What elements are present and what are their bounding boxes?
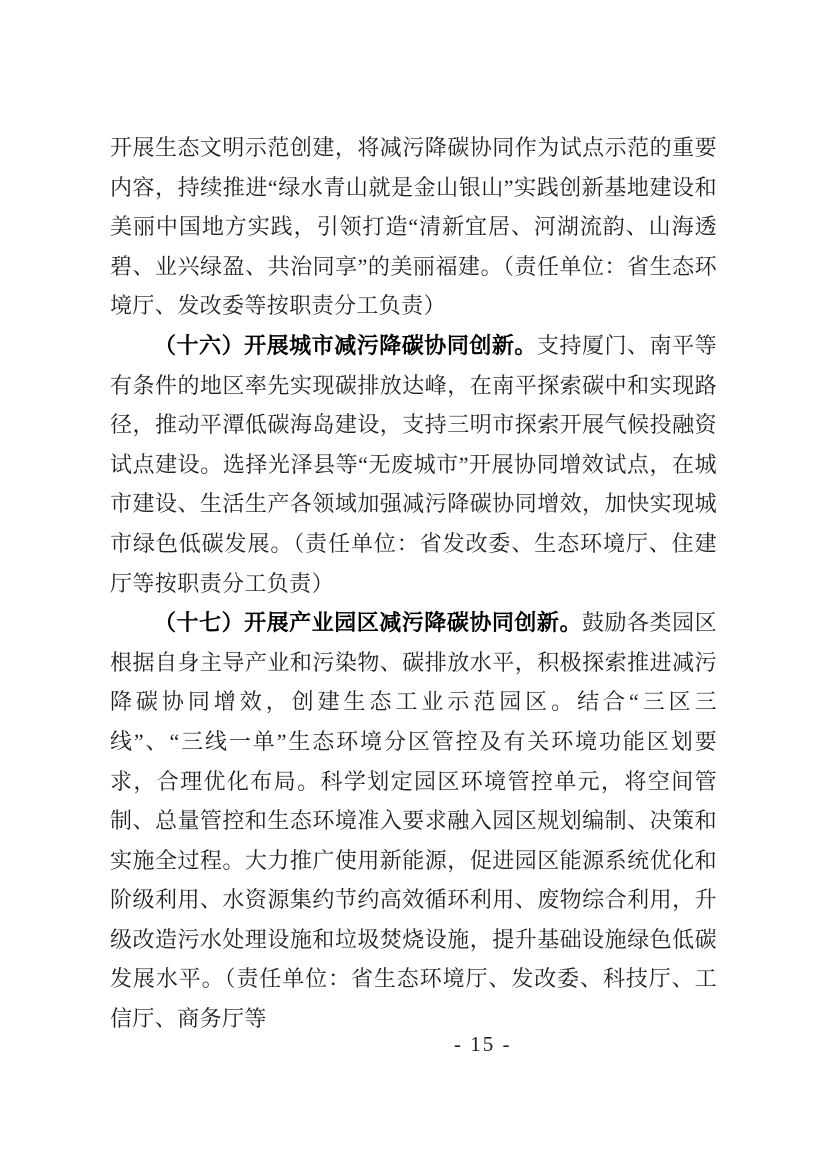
paragraph-heading: （十七）开展产业园区减污降碳协同创新。 bbox=[154, 610, 582, 636]
page-number: - 15 - bbox=[454, 1032, 512, 1056]
document-body bbox=[110, 128, 717, 1039]
paragraph: 开展生态文明示范创建，将减污降碳协同作为试点示范的重要内容，持续推进“绿水青山就是金山银山”实践创新基地建设和美丽中国地方实践，引领打造“清新宜居、河湖流韵、山海透碧、业兴绿盈、共治同享”的美丽福建。（责任单位：省生态环境厅、发改委等按职责分工负责） bbox=[110, 135, 717, 319]
paragraph: （十六）开展城市减污降碳协同创新。支持厦门、南平等有条件的地区率先实现碳排放达峰，在南平探索碳中和实现路径，推动平潭低碳海岛建设，支持三明市探索开展气候投融资试点建设。选择光泽县等“无废城市”开展协同增效试点，在城市建设、生活生产各领域加强减污降碳协同增效，加快实现城市绿色低碳发展。（责任单位：省发改委、生态环境厅、住建厅等按职责分工负责） bbox=[110, 332, 717, 596]
paragraph: （十七）开展产业园区减污降碳协同创新。鼓励各类园区根据自身主导产业和污染物、碳排放水平，积极探索推进减污降碳协同增效，创建生态工业示范园区。结合“三区三线”、“三线一单”生态环境分区管控及有关环境功能区划要求，合理优化布局。科学划定园区环境管控单元，将空间管制、总量管控和生态环境准入要求融入园区规划编制、决策和实施全过程。大力推广使用新能源，促进园区能源系统优化和阶级利用、水资源集约节约高效循环利用、废物综合利用，升级改造污水处理设施和垃圾焚烧设施，提升基础设施绿色低碳发展水平。（责任单位：省生态环境厅、发改委、科技厅、工信厅、商务厅等 bbox=[110, 610, 717, 1032]
paragraph-heading: （十六）开展城市减污降碳协同创新。 bbox=[154, 332, 537, 358]
